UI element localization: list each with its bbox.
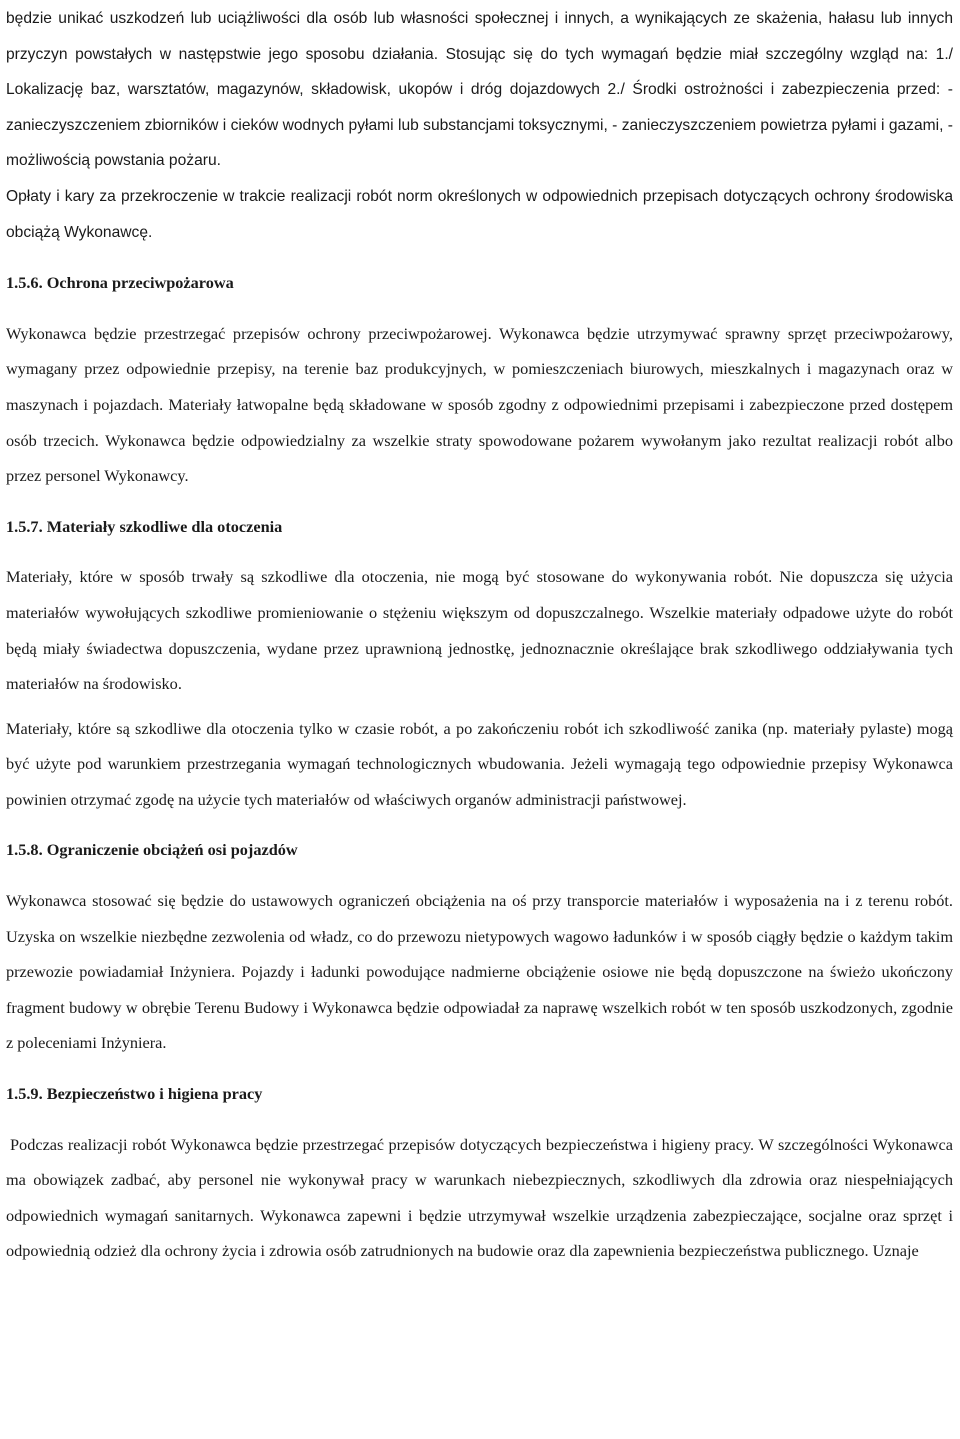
- paragraph-fire-protection: Wykonawca będzie przestrzegać przepisów ochrony przeciwpożarowej. Wykonawca będzie utrzymywać sprawny sprzęt przeciwpożarowy, wymagany przez odpowiednie przepisy, na terenie baz produkcyjnych, w pomieszczeniach biurowych, mieszkalnych i magazynach oraz w maszynach i pojazdach. Materiały łatwopalne będą składowane w sposób zgodny z odpowiednimi przepisami i zabezpieczone przed dostępem osób trzecich. Wykonawca będzie odpowiedzialny za wszelkie straty spowodowane pożarem wywołanym jako rezultat realizacji robót albo przez personel Wykonawcy.: [6, 323, 953, 486]
- heading-harmful-materials: 1.5.7. Materiały szkodliwe dla otoczenia: [6, 516, 283, 536]
- heading-axle-load-limits: 1.5.8. Ograniczenie obciążeń osi pojazdów: [6, 840, 298, 860]
- paragraph-health-and-safety: Podczas realizacji robót Wykonawca będzie przestrzegać przepisów dotyczących bezpieczeństwa i higieny pracy. W szczególności Wykonawca ma obowiązek zadbać, aby personel nie wykonywał pracy w warunkach niebezpiecznych, szkodliwych dla zdrowia oraz niespełniających odpowiednich wymagań sanitarnych. Wykonawca zapewni i będzie utrzymywał wszelkie urządzenia zabezpieczające, socjalne oraz sprzęt i odpowiednią odzież dla ochrony życia i zdrowia osób zatrudnionych na budowie oraz dla zapewnienia bezpieczeństwa publicznego. Uznaje: [6, 1134, 953, 1261]
- heading-fire-protection: 1.5.6. Ochrona przeciwpożarowa: [6, 273, 234, 293]
- paragraph-harmful-materials-2: Materiały, które są szkodliwe dla otoczenia tylko w czasie robót, a po zakończeniu robót ich szkodliwość zanika (np. materiały pylaste) mogą być użyte pod warunkiem przestrzegania wymagań technologicznych wbudowania. Jeżeli wymagają tego odpowiednie przepisy Wykonawca powinien otrzymać zgodę na użycie tych materiałów od właściwych organów administracji państwowej.: [6, 718, 953, 809]
- paragraph-environment-continuation: będzie unikać uszkodzeń lub uciążliwości dla osób lub własności społecznej i innych, a wynikających ze skażenia, hałasu lub innych przyczyn powstałych w następstwie jego sposobu działania. Stosując się do tych wymagań będzie miał szczególny wzgląd na: 1./ Lokalizację baz, warsztatów, magazynów, składowisk, ukopów i dróg dojazdowych 2./ Środki ostrożności i zabezpieczenia przed: - zanieczyszczeniem zbiorników i cieków wodnych pyłami lub substancjami toksycznymi, - zanieczyszczeniem powietrza pyłami i gazami, - możliwością powstania pożaru.: [6, 10, 953, 170]
- document-page: [0, 1, 960, 1439]
- paragraph-axle-load-limits: Wykonawca stosować się będzie do ustawowych ograniczeń obciążenia na oś przy transporcie materiałów i wyposażenia na i z terenu robót. Uzyska on wszelkie niezbędne zezwolenia od władz, co do przewozu nietypowych wagowo ładunków i w sposób ciągły będzie o każdym takim przewozie powiadamiał Inżyniera. Pojazdy i ładunki powodujące nadmierne obciążenie osiowe nie będą dopuszczone na świeżo ukończony fragment budowy w obrębie Terenu Budowy i Wykonawca będzie odpowiadał za naprawę wszelkich robót w ten sposób uszkodzonych, zgodnie z poleceniami Inżyniera.: [6, 891, 953, 1053]
- paragraph-harmful-materials-1: Materiały, które w sposób trwały są szkodliwe dla otoczenia, nie mogą być stosowane do wykonywania robót. Nie dopuszcza się użycia materiałów wywołujących szkodliwe promieniowanie o stężeniu większym od dopuszczalnego. Wszelkie materiały odpadowe użyte do robót będą miały świadectwa dopuszczenia, wydane przez uprawnioną jednostkę, jednoznacznie określające brak szkodliwego oddziaływania tych materiałów na środowisko.: [6, 567, 953, 694]
- heading-health-and-safety: 1.5.9. Bezpieczeństwo i higiena pracy: [6, 1084, 263, 1104]
- paragraph-environment-fees: Opłaty i kary za przekroczenie w trakcie realizacji robót norm określonych w odpowiednich przepisach dotyczących ochrony środowiska obciążą Wykonawcę.: [6, 187, 953, 241]
